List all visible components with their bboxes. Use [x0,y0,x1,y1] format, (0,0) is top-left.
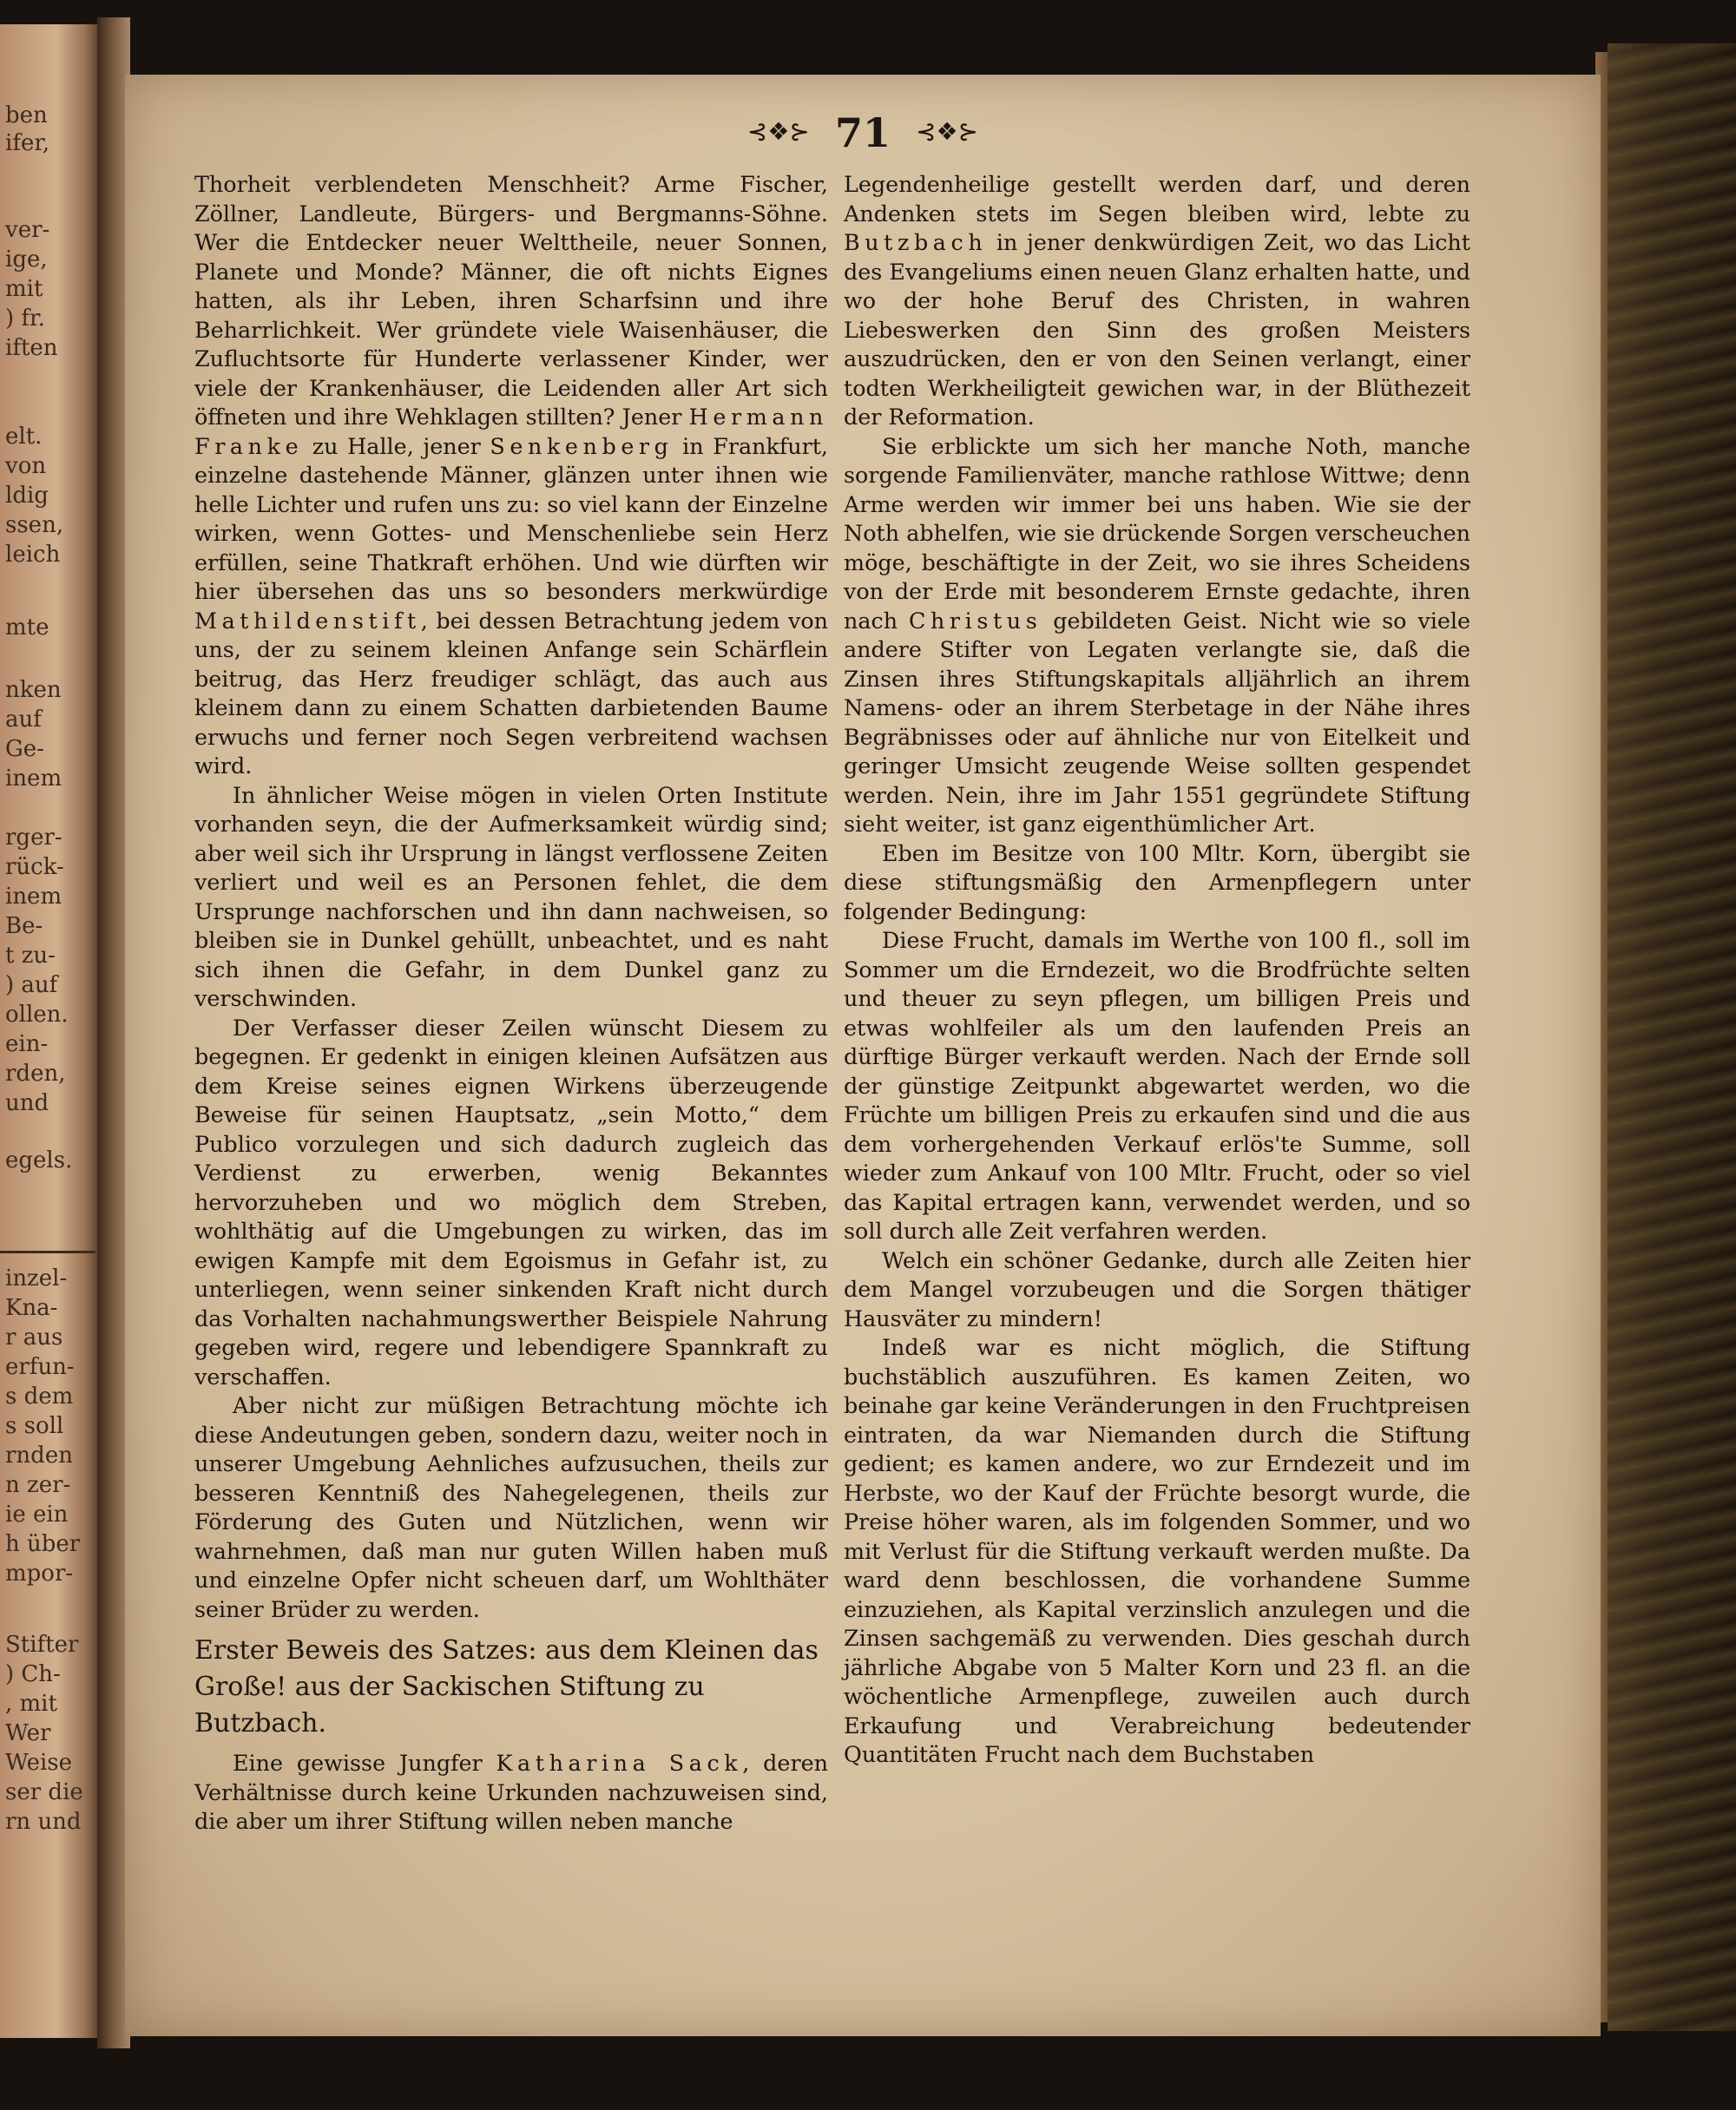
spaced-name: Katharina Sack [496,1750,743,1776]
facing-page-fragment: rück- [5,854,64,880]
facing-page-fragment: ben [5,102,48,128]
facing-page-fragment: s soll [5,1413,64,1439]
facing-page-fragment: s dem [5,1384,74,1410]
facing-page-fragment: mit [5,276,43,302]
facing-page-fragment: ) fr. [5,306,45,332]
page-number: 71 [834,109,891,156]
facing-page-fragment: ) auf [5,972,58,998]
ornament-left-icon: ⊰❖⊱ [746,117,810,146]
paragraph: Aber nicht zur müßigen Betrachtung möchte ich diese Andeutungen geben, sondern dazu, weiter noch in unserer Umgebung Aehnliches aufzusuchen, theils zur besseren Kenntniß des Nahegelegenen, theils zur Förderung des Guten und Nützlichen, wenn wir wahrnehmen, daß man nur guten Willen haben muß und einzelne Opfer nicht scheuen darf, um Wohlthäter seiner Brüder zu werden. [194,1392,828,1622]
paragraph: Legendenheilige gestellt werden darf, und deren Andenken stets im Segen bleiben wird, lebte zu Butzbach in jener denkwürdigen Zeit, wo das Licht des Evangeliums einen neuen Glanz erhalten hatte, und wo der hohe Beruf des Christen, in wahren Liebeswerken den Sinn des großen Meisters auszudrücken, den er von den Seinen verlangt, einer todten Werkheiligteit gewichen war, in der Blüthezeit der Reformation. [844,171,1470,430]
facing-page-fragment: t zu- [5,943,56,969]
paragraph: Diese Frucht, damals im Werthe von 100 fl., soll im Sommer um die Erndezeit, wo die Brodfrüchte selten und theuer zu seyn pflegen, um billigen Preis und etwas wohlfeiler als um den laufenden Preis an dürftige Bürger verkauft werden. Nach der Ernde soll der günstige Zeitpunkt abgewartet werden, wo die Früchte um billigen Preis zu erkaufen sind und die aus dem vorhergehenden Verkauf erlös'te Summe, soll wieder zum Ankauf von 100 Mltr. Frucht, oder so viel das Kapital ertragen kann, verwendet werden, und so soll durch alle Zeit verfahren werden. [844,927,1470,1244]
facing-page-edge [0,24,102,2038]
facing-page-fragment: ifer, [5,130,50,156]
facing-page-fragment: rger- [5,825,62,851]
facing-page-fragment: ) Ch- [5,1661,61,1687]
facing-page-fragment: h über [5,1531,81,1557]
facing-page-fragment: iften [5,335,58,361]
facing-page-fragment: Stifter [5,1632,79,1658]
paragraph: Sie erblickte um sich her manche Noth, manche sorgende Familienväter, manche rathlose Wittwe; denn Arme werden wir immer bei uns haben. Wie sie der Noth abhelfen, wie sie drückende Sorgen verscheuchen möge, beschäftigte in der Zeit, wo sie ihres Scheidens von der Erde mit besonderem Ernste gedachte, ihren nach Christus gebildeten Geist. Nicht wie so viele andere Stifter von Legaten verlangte sie, daß die Zinsen ihres Stiftungskapitals alljährlich an ihrem Namens- oder an ihrem Sterbetage in der Nähe ihres Begräbnisses oder auf ähnliche nur von Eitelkeit und geringer Umsicht zeugende Weise sollten gespendet werden. Nein, ihre im Jahr 1551 gegründete Stiftung sieht weiter, ist ganz eigenthümlicher Art. [844,432,1470,837]
facing-page-rule [0,1251,95,1253]
text-column-left [194,170,828,1837]
facing-page-fragment: , mit [5,1691,57,1717]
facing-page-fragment: Wer [5,1720,51,1746]
facing-page-fragment: r aus [5,1325,63,1351]
ornament-right-icon: ⊰❖⊱ [916,117,979,146]
spaced-name: Christus [908,607,1042,634]
paragraph: Thorheit verblendeten Menschheit? Arme Fischer, Zöllner, Landleute, Bürgers- und Bergmanns-Söhne. Wer die Entdecker neuer Welttheile, neuer Sonnen, Planete und Monde? Männer, die oft nichts Eignes hatten, als ihr Leben, ihren Scharfsinn und ihre Beharrlichkeit. Wer gründete viele Waisenhäuser, die Zufluchtsorte für Hunderte verlassener Kinder, wer viele der Krankenhäuser, die Leidenden aller Art sich öffneten und ihre Wehklagen stillten? Jener Hermann Franke zu Halle, jener Senkenberg in Frankfurt, einzelne dastehende Männer, glänzen unter ihnen wie helle Lichter und rufen uns zu: so viel kann der Einzelne wirken, wenn Gottes- und Menschenliebe sein Herz erfüllen, seine Thatkraft erhöhen. Und wie dürften wir hier übersehen das uns so besonders merkwürdige Mathildenstift, bei dessen Betrachtung jedem von uns, der zu seinem kleinen Anfange sein Schärflein beitrug, das Herz freudiger schlägt, das auch aus kleinem dann zu einem Schatten darbietenden Baume erwuchs und ferner noch Segen verbreitend wachsen wird. [194,171,829,779]
facing-page-fragment: ie ein [5,1502,69,1528]
facing-page-fragment: rnden [5,1443,73,1469]
spaced-name: Mathildenstift [194,607,421,634]
facing-page-fragment: ser die [5,1779,83,1805]
paragraph: Indeß war es nicht möglich, die Stiftung buchstäblich auszuführen. Es kamen Zeiten, wo beinahe gar keine Veränderungen in den Fruchtpreisen eintraten, da war Niemanden durch die Stiftung gedient; es kamen andere, wo zur Erndezeit und im Herbste, wo der Kauf der Früchte besorgt wurde, die Preise höher waren, als im folgenden Sommer, und wo mit Verlust für die Stiftung verkauft werden mußte. Da ward denn beschlossen, die vorhandene Summe einzuziehen, als Kapital verzinslich anzulegen und die Zinsen sachgemäß zu verwenden. Dies geschah durch jährliche Abgabe von 5 Malter Korn und 23 fl. an die wöchentliche Armenpflege, zuweilen auch durch Erkaufung und Verabreichung bedeutender Quantitäten Frucht nach dem Buchstaben [844,1334,1470,1767]
facing-page-fragment: ldig [5,483,49,509]
facing-page-fragment: inem [5,766,62,792]
facing-page-fragment: Kna- [5,1295,58,1321]
facing-page-fragment: Be- [5,913,43,939]
facing-page-fragment: inzel- [5,1265,68,1292]
facing-page-fragment: erfun- [5,1354,75,1380]
facing-page-fragment: ige, [5,246,48,273]
facing-page-fragment: nken [5,677,62,703]
facing-page-fragment: ssen, [5,512,64,538]
facing-page-fragment: elt. [5,424,43,450]
facing-page-fragment: inem [5,884,62,910]
facing-page-fragment: Weise [5,1750,73,1776]
facing-page-fragment: mte [5,615,49,641]
marbled-cover-board [1608,43,1736,2031]
facing-page-fragment: mpor- [5,1561,74,1587]
paragraph: Eben im Besitze von 100 Mltr. Korn, übergibt sie diese stiftungsmäßig den Armenpflegern unter folgender Bedingung: [844,839,1470,924]
paragraph: In ähnlicher Weise mögen in vielen Orten Institute vorhanden seyn, die der Aufmerksamkeit würdig sind; aber weil sich ihr Ursprung in längst verflossene Zeiten verliert und weil es an Personen fehlet, die dem Ursprunge nachforschen und ihn dann nachweisen, so bleiben sie in Dunkel gehüllt, unbeachtet, und es naht sich ihnen die Gefahr, in dem Dunkel ganz zu verschwinden. [194,781,828,1011]
facing-page-fragment: n zer- [5,1472,71,1498]
spaced-name: Butzbach [844,229,988,255]
page-header [125,109,1601,170]
text-column-right [844,170,1470,1770]
facing-page-fragment: rn und [5,1809,82,1835]
facing-page-fragment: ein- [5,1031,49,1057]
facing-page-fragment: und [5,1090,49,1116]
spaced-name: Hermann Franke [194,404,828,459]
facing-page-fragment: von [5,453,47,479]
facing-page-fragment: rden, [5,1061,66,1087]
facing-page-fragment: Ge- [5,736,44,762]
paragraph: Welch ein schöner Gedanke, durch alle Zeiten hier dem Mangel vorzubeugen und die Sorgen thätiger Hausväter zu mindern! [844,1246,1470,1331]
section-heading: Erster Beweis des Satzes: aus dem Kleinen das Große! aus der Sackischen Stiftung zu Butzbach. [194,1635,819,1739]
book-page [125,75,1601,2036]
facing-page-fragment: egels. [5,1147,73,1173]
paragraph: Eine gewisse Jungfer Katharina Sack, deren Verhältnisse durch keine Urkunden nachzuweisen sind, die aber um ihrer Stiftung willen neben manche [194,1750,828,1834]
facing-page-fragment: leich [5,542,61,568]
facing-page-fragment: ver- [5,217,50,243]
facing-page-fragment: auf [5,707,42,733]
spaced-name: Senkenberg [490,432,674,459]
paragraph: Der Verfasser dieser Zeilen wünscht Diesem zu begegnen. Er gedenkt in einigen kleinen Aufsätzen aus dem Kreise seines eignen Wirkens überzeugende Beweise für seinen Hauptsatz, „sein Motto,“ dem Publico vorzulegen und sich dadurch zugleich das Verdienst zu erwerben, wenig Bekanntes hervorzuheben und wo möglich dem Streben, wohlthätig auf die Umgebungen zu wirken, das im ewigen Kampfe mit dem Egoismus in Gefahr ist, zu unterliegen, wenn seiner sinkenden Kraft nicht durch das Vorhalten nachahmungswerther Beispiele Nahrung gegeben wird, regere und lebendigere Spannkraft zu verschaffen. [194,1014,828,1390]
facing-page-fragment: ollen. [5,1002,69,1028]
